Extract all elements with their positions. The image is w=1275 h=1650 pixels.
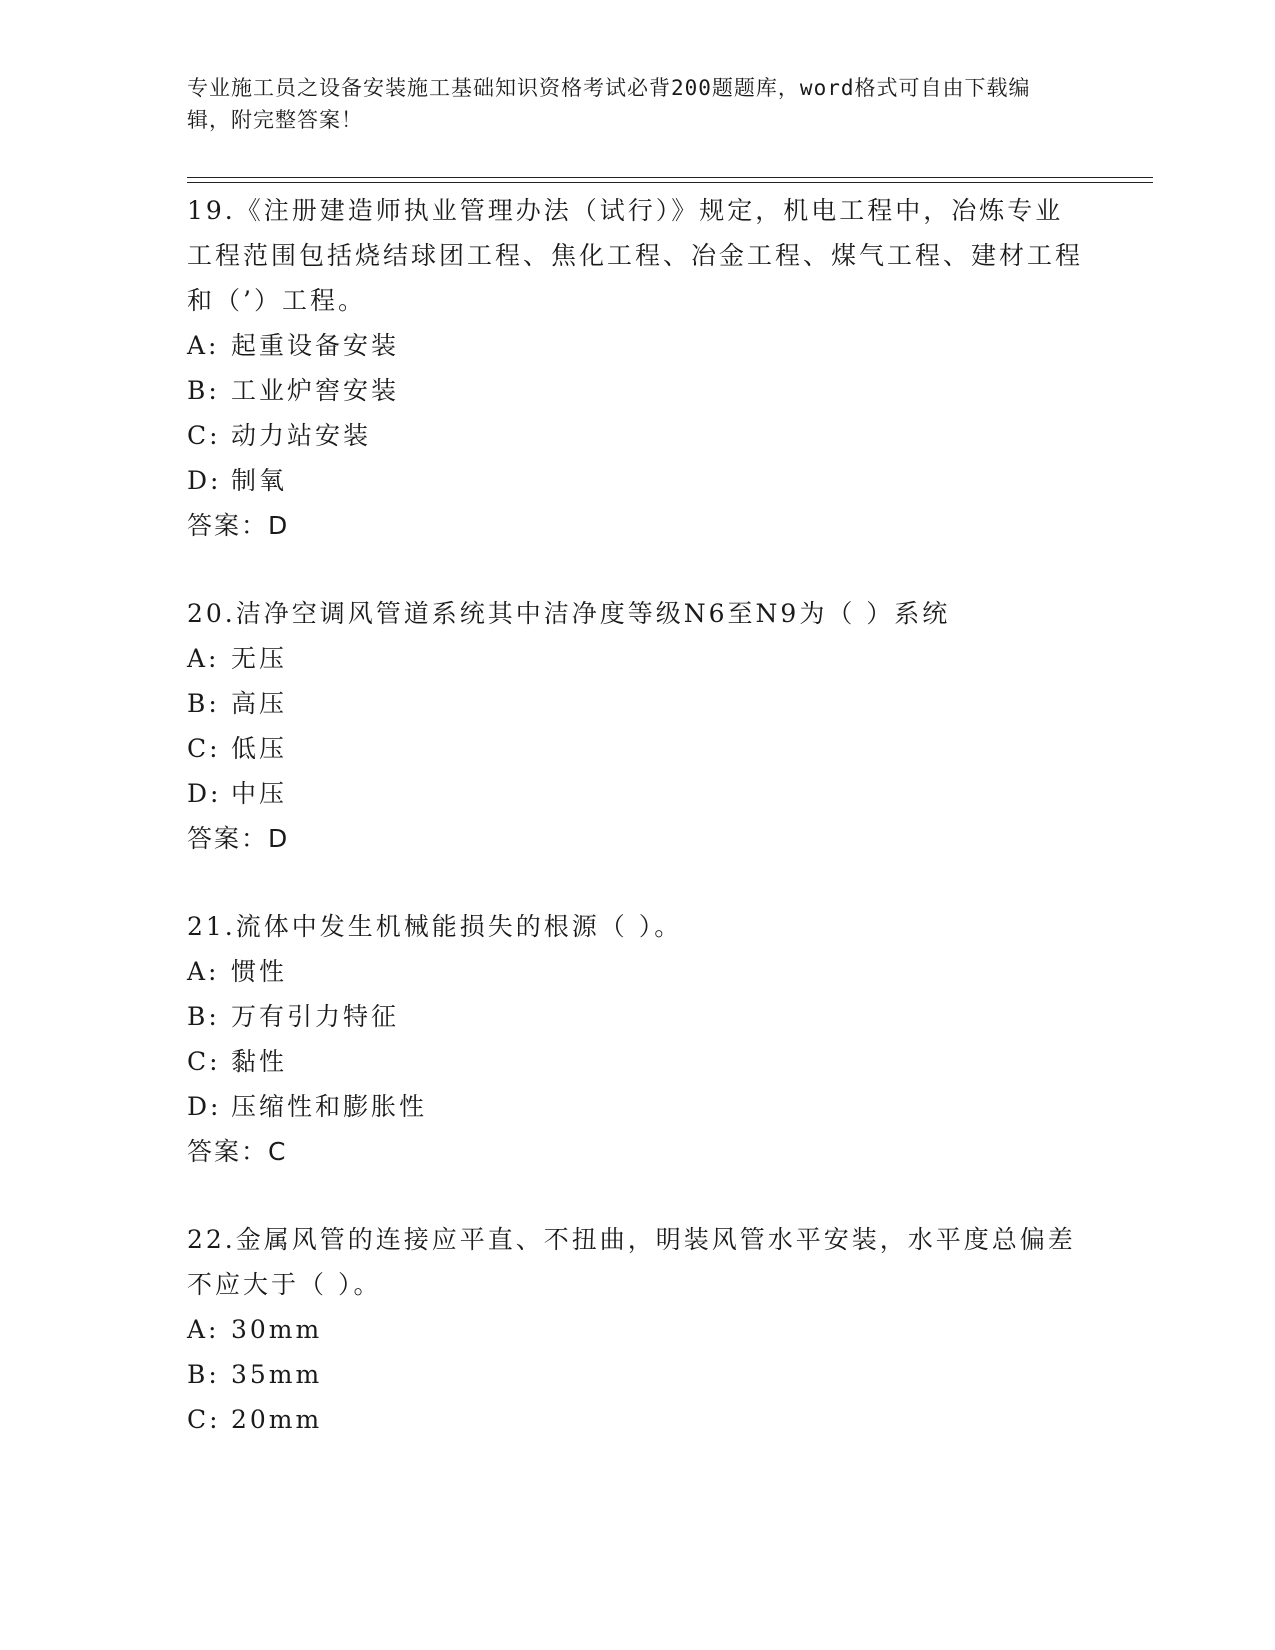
option-text: 30mm: [231, 1315, 323, 1344]
option-letter: C:: [187, 1047, 221, 1076]
document-header: 专业施工员之设备安装施工基础知识资格考试必背200题题库，word格式可自由下载编辑，附完整答案！: [187, 76, 1031, 132]
option-text: 中压: [231, 779, 288, 808]
option-text: 高压: [231, 689, 288, 718]
option-letter: A:: [187, 957, 220, 986]
option-letter: B:: [187, 689, 220, 718]
answer-line: 答案：D: [187, 824, 290, 853]
option-text: 35mm: [231, 1360, 323, 1389]
option-b: [187, 1352, 1087, 1397]
header-rule-bottom: [187, 182, 1153, 183]
option-letter: C:: [187, 734, 221, 763]
option-letter: A:: [187, 1315, 220, 1344]
question-text: 19.《注册建造师执业管理办法（试行）》规定，机电工程中，冶炼专业工程范围包括烧结球团工程、焦化工程、冶金工程、煤气工程、建材工程和（’）工程。: [187, 196, 1084, 315]
question-text: 21.流体中发生机械能损失的根源（ ）。: [187, 912, 683, 941]
option-c: [187, 1397, 1087, 1442]
option-text: 无压: [231, 644, 288, 673]
option-letter: D:: [187, 1092, 222, 1121]
option-text: 20mm: [231, 1405, 323, 1434]
option-d: [187, 1084, 1087, 1129]
option-text: 动力站安装: [231, 421, 372, 450]
question-22: [187, 1217, 1087, 1442]
option-b: [187, 994, 1087, 1039]
option-letter: B:: [187, 376, 220, 405]
question-spacer: [187, 861, 1087, 904]
question-20: [187, 591, 1087, 861]
option-letter: B:: [187, 1360, 220, 1389]
option-text: 惯性: [231, 957, 288, 986]
option-c: [187, 726, 1087, 771]
answer-line: 答案：D: [187, 511, 290, 540]
question-spacer: [187, 548, 1087, 591]
option-c: [187, 1039, 1087, 1084]
answer-line: 答案：C: [187, 1137, 288, 1166]
option-letter: B:: [187, 1002, 220, 1031]
option-letter: C:: [187, 1405, 221, 1434]
option-a: [187, 1307, 1087, 1352]
option-b: [187, 681, 1087, 726]
question-19: [187, 188, 1087, 548]
option-text: 压缩性和膨胀性: [231, 1092, 428, 1121]
option-d: [187, 771, 1087, 816]
option-text: 黏性: [231, 1047, 288, 1076]
option-text: 低压: [231, 734, 288, 763]
option-b: [187, 368, 1087, 413]
question-text: 22.金属风管的连接应平直、不扭曲，明装风管水平安装，水平度总偏差不应大于（ ）。: [187, 1225, 1076, 1299]
option-letter: C:: [187, 421, 221, 450]
option-d: [187, 458, 1087, 503]
header-rule-top: [187, 177, 1153, 178]
option-letter: D:: [187, 779, 222, 808]
option-a: [187, 636, 1087, 681]
question-list: [187, 188, 1087, 1442]
option-a: [187, 323, 1087, 368]
option-c: [187, 413, 1087, 458]
option-text: 万有引力特征: [231, 1002, 400, 1031]
option-text: 制氧: [231, 466, 288, 495]
option-a: [187, 949, 1087, 994]
option-text: 起重设备安装: [231, 331, 400, 360]
option-letter: A:: [187, 644, 220, 673]
question-text: 20.洁净空调风管道系统其中洁净度等级N6至N9为（ ）系统: [187, 599, 951, 628]
question-21: [187, 904, 1087, 1174]
question-spacer: [187, 1174, 1087, 1217]
option-letter: D:: [187, 466, 222, 495]
option-letter: A:: [187, 331, 220, 360]
option-text: 工业炉窖安装: [231, 376, 400, 405]
